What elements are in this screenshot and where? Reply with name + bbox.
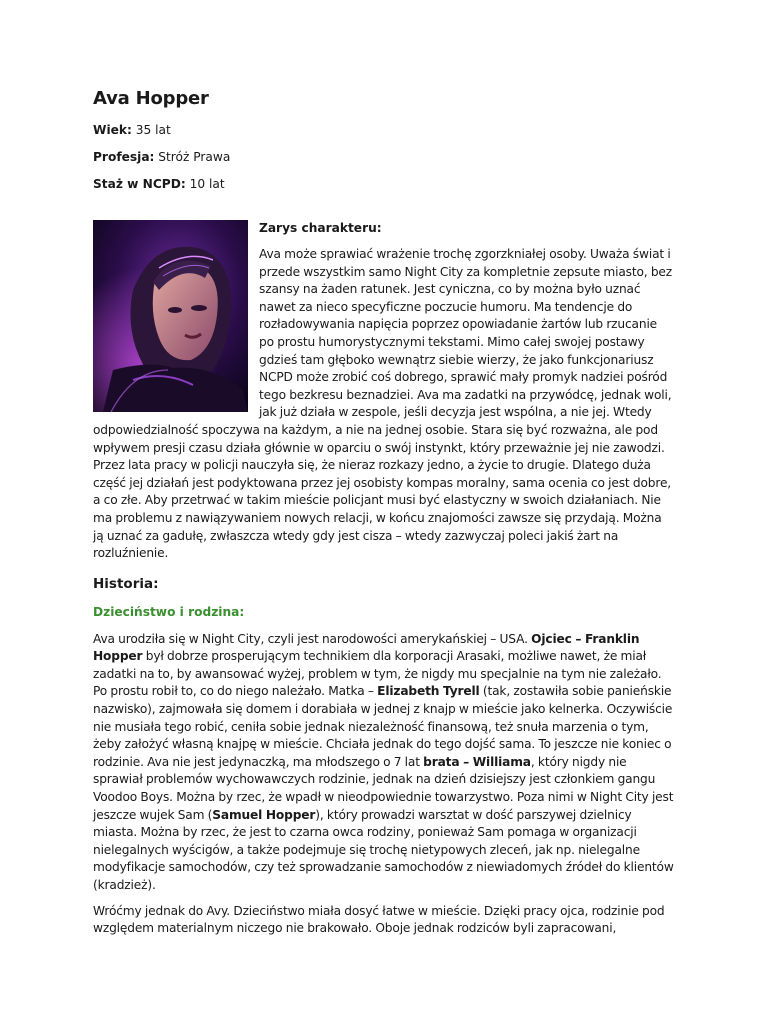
- profession-value: Stróż Prawa: [154, 150, 231, 164]
- text-run: był dobrze prosperującym technikiem dla korporacji Arasaki, możliwe nawet, że miał zadatki na to, by awansować wyżej, problem w tym, że nigdy mu specjalnie na tym nie zależało. Po prostu robił to, co do niego należało. Matka –: [93, 649, 662, 699]
- father-name: Ojciec – Franklin Hopper: [93, 631, 640, 664]
- page-title: Ava Hopper: [93, 88, 209, 109]
- history-heading: Historia:: [93, 575, 159, 592]
- ncpd-tenure-field: [93, 177, 674, 192]
- profession-field: [93, 150, 674, 165]
- outline-section: [93, 220, 674, 563]
- childhood-paragraph-2: Wróćmy jednak do Avy. Dzieciństwo miała dosyć łatwe w mieście. Dzięki pracy ojca, rodzinie pod względem materialnym niczego nie brakowało. Oboje jednak rodziców byli zapracowani,: [93, 903, 665, 936]
- character-portrait: [93, 220, 248, 412]
- text-run: ), który prowadzi warsztat w dość parszywej dzielnicy miasta. Można by rzec, że jest to czarna owca rodziny, ponieważ Sam pomaga w organizacji nielegalnych wyścigów, a także podejmuje się trochę nietypowych zleceń, jak np. nielegalne modyfikacje samochodów, czy też sprowadzanie samochodów z niewiadomych źródeł do klientów (kradzież).: [93, 807, 674, 892]
- text-run: (tak, zostawiła sobie panieńskie nazwisko), zajmowała się domem i dorabiała w jednej z knajp w mieście jako kelnerka. Oczywiście nie musiała tego robić, ceniła sobie jednak niezależność finansową, też snuła marzenia o tym, żeby założyć własną knajpę w mieście. Chciała jednak do tego dojść sama. To jeszcze nie koniec o rodzinie. Ava nie jest jedynaczką, ma młodszego o 7 lat: [93, 684, 673, 769]
- age-field: [93, 123, 674, 138]
- text-run: Ava urodziła się w Night City, czyli jest narodowości amerykańskiej – USA.: [93, 631, 532, 646]
- ncpd-tenure-label: Staż w NCPD:: [93, 177, 186, 191]
- outline-heading: Zarys charakteru:: [259, 221, 382, 235]
- age-label: Wiek:: [93, 123, 132, 137]
- outline-body: Ava może sprawiać wrażenie trochę zgorzkniałej osoby. Uważa świat i przede wszystkim samo Night City za kompletnie zepsute miasto, bez szansy na żaden ratunek. Jest cyniczna, co by można było uznać nawet za nieco specyficzne poczucie humoru. Ma tendencje do rozładowywania napięcia poprzez opowiadanie żartów lub rzucanie po prostu humorystycznymi tekstami. Mimo całej swojej postawy gdzieś tam głęboko wewnątrz siebie wierzy, że jako funkcjonariusz NCPD może zrobić coś dobrego, sprawić mały promyk nadziei pośród tego bezkresu beznadziei. Ava ma zadatki na przywódcę, jednak woli, jak już działa w zespole, jeśli decyzja jest wspólna, a nie jej. Wtedy odpowiedzialność spoczywa na każdym, a nie na jednej osobie. Stara się być rozważna, ale pod wpływem presji czasu działa głównie w oparciu o swój instynkt, który przeważnie jej nie zawodzi. Przez lata pracy w policji nauczyła się, że nieraz rozkazy jedno, a życie to drugie. Dlatego duża część jej działań jest podyktowana przez jej osobisty kompas moralny, sama ocenia co jest dobre, a co złe. Aby przetrwać w takim mieście policjant musi być elastyczny w swoich działaniach. Nie ma problemu z nawiązywaniem nowych relacji, w końcu znajomości zawsze się przydają. Można ją uznać za gadułę, zwłaszcza wtedy gdy jest cisza – wtedy zazwyczaj poleci jakiś żart na rozluźnienie.: [93, 247, 673, 561]
- brother-name: brata – Williama: [423, 754, 531, 769]
- age-value: 35 lat: [131, 123, 171, 137]
- childhood-heading: Dzieciństwo i rodzina:: [93, 604, 245, 619]
- uncle-name: Samuel Hopper: [212, 807, 316, 822]
- text-run: , który nigdy nie sprawiał problemów wychowawczych rodzinie, jednak na dzień dzisiejszy jest członkiem gangu Voodoo Boys. Można by rzec, że wpadł w nieodpowiednie towarzystwo. Poza nimi w Night City jest jeszcze wujek Sam (: [93, 754, 674, 822]
- profession-label: Profesja:: [93, 150, 155, 164]
- childhood-paragraph-1: [93, 631, 674, 895]
- mother-name: Elizabeth Tyrell: [377, 684, 480, 699]
- ncpd-tenure-value: 10 lat: [185, 177, 225, 191]
